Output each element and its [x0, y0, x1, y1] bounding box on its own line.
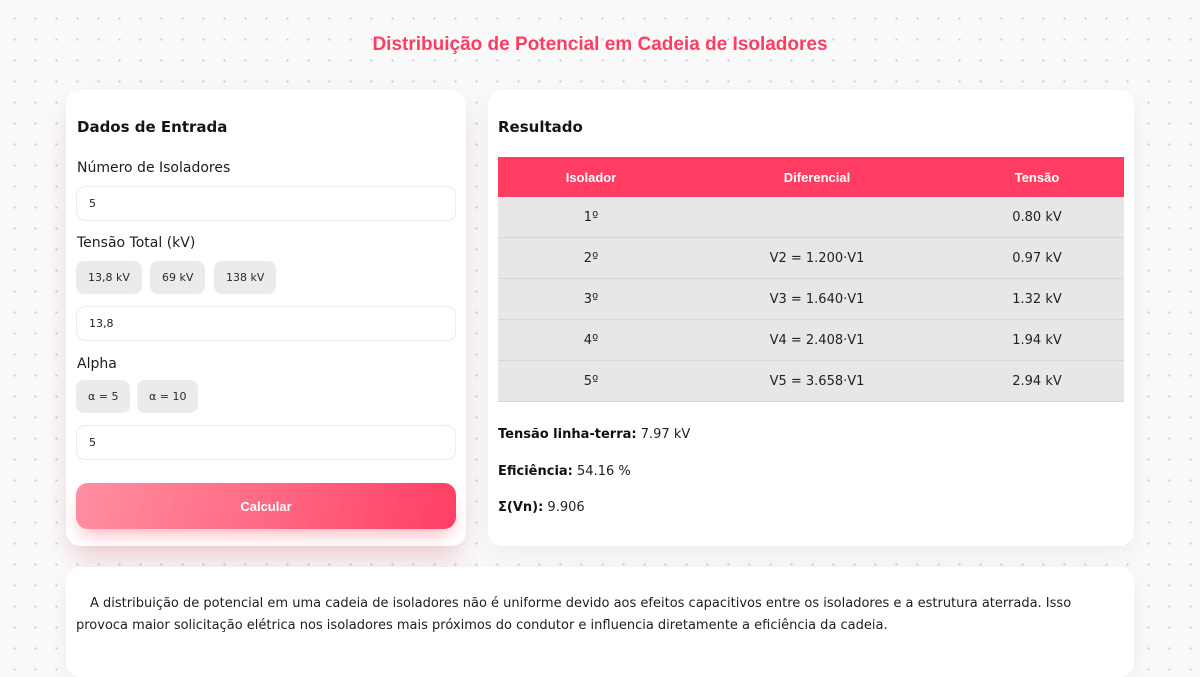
- table-header-row: [498, 157, 1124, 197]
- result-card: [488, 90, 1134, 546]
- column-header-voltage: Tensão: [950, 157, 1124, 197]
- voltage-preset-138kv[interactable]: 138 kV: [214, 261, 276, 294]
- cell-insulator: 4º: [498, 320, 684, 361]
- table-row: [498, 197, 1124, 238]
- table-row: [498, 361, 1124, 402]
- cell-differential: V4 = 2.408·V1: [684, 320, 950, 361]
- insulator-count-input[interactable]: [76, 186, 456, 221]
- cell-voltage: 1.94 kV: [950, 320, 1124, 361]
- description-card: [66, 567, 1134, 677]
- cell-insulator: 2º: [498, 238, 684, 279]
- voltage-sum: [498, 500, 585, 515]
- column-header-insulator: Isolador: [498, 157, 684, 197]
- alpha-input[interactable]: [76, 425, 456, 460]
- efficiency-label: Eficiência:: [498, 464, 573, 479]
- cell-voltage: 0.80 kV: [950, 197, 1124, 238]
- input-heading: Dados de Entrada: [77, 118, 228, 136]
- voltage-preset-13-8kv[interactable]: 13,8 kV: [76, 261, 142, 294]
- cell-differential: [684, 197, 950, 238]
- column-header-differential: Diferencial: [684, 157, 950, 197]
- table-row: [498, 238, 1124, 279]
- voltage-sum-value: 9.906: [547, 500, 585, 515]
- cell-insulator: 1º: [498, 197, 684, 238]
- table-row: [498, 279, 1124, 320]
- line-ground-voltage: [498, 427, 690, 442]
- line-ground-voltage-label: Tensão linha-terra:: [498, 427, 637, 442]
- cell-differential: V3 = 1.640·V1: [684, 279, 950, 320]
- table-row: [498, 320, 1124, 361]
- efficiency: [498, 464, 631, 479]
- insulator-count-label: Número de Isoladores: [77, 160, 231, 176]
- voltage-sum-label: Σ(Vn):: [498, 500, 544, 515]
- line-ground-voltage-value: 7.97 kV: [640, 427, 691, 442]
- voltage-preset-69kv[interactable]: 69 kV: [150, 261, 205, 294]
- cell-insulator: 3º: [498, 279, 684, 320]
- calculate-button[interactable]: Calcular: [76, 483, 456, 529]
- cell-differential: V5 = 3.658·V1: [684, 361, 950, 402]
- alpha-preset-5[interactable]: α = 5: [76, 380, 130, 413]
- result-heading: Resultado: [498, 118, 583, 136]
- total-voltage-input[interactable]: [76, 306, 456, 341]
- cell-voltage: 0.97 kV: [950, 238, 1124, 279]
- input-card: [66, 90, 466, 546]
- description-text: A distribuição de potencial em uma cadeia de isoladores não é uniforme devido aos efeitos capacitivos entre os isoladores e a estrutura aterrada. Isso provoca maior solicitação elétrica nos isoladores mais próximos do condutor e influencia diretamente a eficiência da cadeia.: [76, 596, 1072, 633]
- total-voltage-label: Tensão Total (kV): [77, 235, 196, 251]
- cell-voltage: 2.94 kV: [950, 361, 1124, 402]
- alpha-preset-10[interactable]: α = 10: [137, 380, 198, 413]
- cell-insulator: 5º: [498, 361, 684, 402]
- alpha-label: Alpha: [77, 356, 117, 372]
- cell-voltage: 1.32 kV: [950, 279, 1124, 320]
- result-table: [498, 157, 1124, 402]
- page-title: Distribuição de Potencial em Cadeia de Isoladores: [372, 34, 828, 55]
- cell-differential: V2 = 1.200·V1: [684, 238, 950, 279]
- efficiency-value: 54.16 %: [577, 464, 631, 479]
